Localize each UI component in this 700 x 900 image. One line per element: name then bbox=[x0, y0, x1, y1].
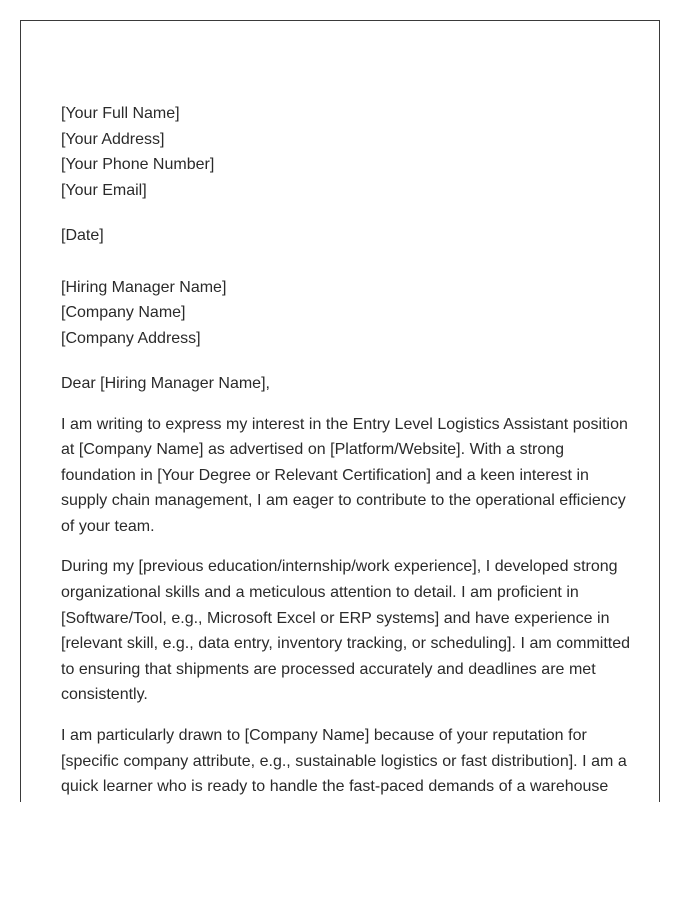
sender-name: [Your Full Name] bbox=[61, 105, 180, 122]
sender-address: [Your Address] bbox=[61, 130, 165, 148]
recipient-block bbox=[61, 275, 631, 352]
body-paragraph: During my [previous education/internship/work experience], I developed strong organizational skills and a meticulous attention to detail. I am proficient in [Software/Tool, e.g., Microsoft Excel or ERP systems] and have experience in [relevant skill, e.g., data entry, inventory tracking, or scheduling]. I am committed to ensuring that shipments are processed accurately and deadlines are met consistently. bbox=[61, 558, 631, 704]
recipient-company-address: [Company Address] bbox=[61, 329, 201, 347]
letter-date: [Date] bbox=[61, 227, 104, 244]
letter-body bbox=[61, 101, 631, 800]
recipient-hiring-manager: [Hiring Manager Name] bbox=[61, 278, 227, 296]
body-paragraph: I am particularly drawn to [Company Name] because of your reputation for [specific company attribute, e.g., sustainable logistics or fast distribution]. I am a quick learner who is ready to handle the fast-paced demands of a warehouse bbox=[61, 727, 627, 796]
sender-block bbox=[61, 101, 631, 203]
sender-email: [Your Email] bbox=[61, 181, 147, 199]
recipient-company-name: [Company Name] bbox=[61, 304, 186, 321]
letter-page bbox=[20, 20, 660, 802]
body-paragraph: I am writing to express my interest in the Entry Level Logistics Assistant position at [Company Name] as advertised on [Platform/Website]. With a strong foundation in [Your Degree or Relevant Certification] and a keen interest in supply chain management, I am eager to contribute to the operational efficiency of your team. bbox=[61, 415, 628, 535]
sender-phone: [Your Phone Number] bbox=[61, 156, 215, 173]
salutation: Dear [Hiring Manager Name], bbox=[61, 375, 270, 392]
